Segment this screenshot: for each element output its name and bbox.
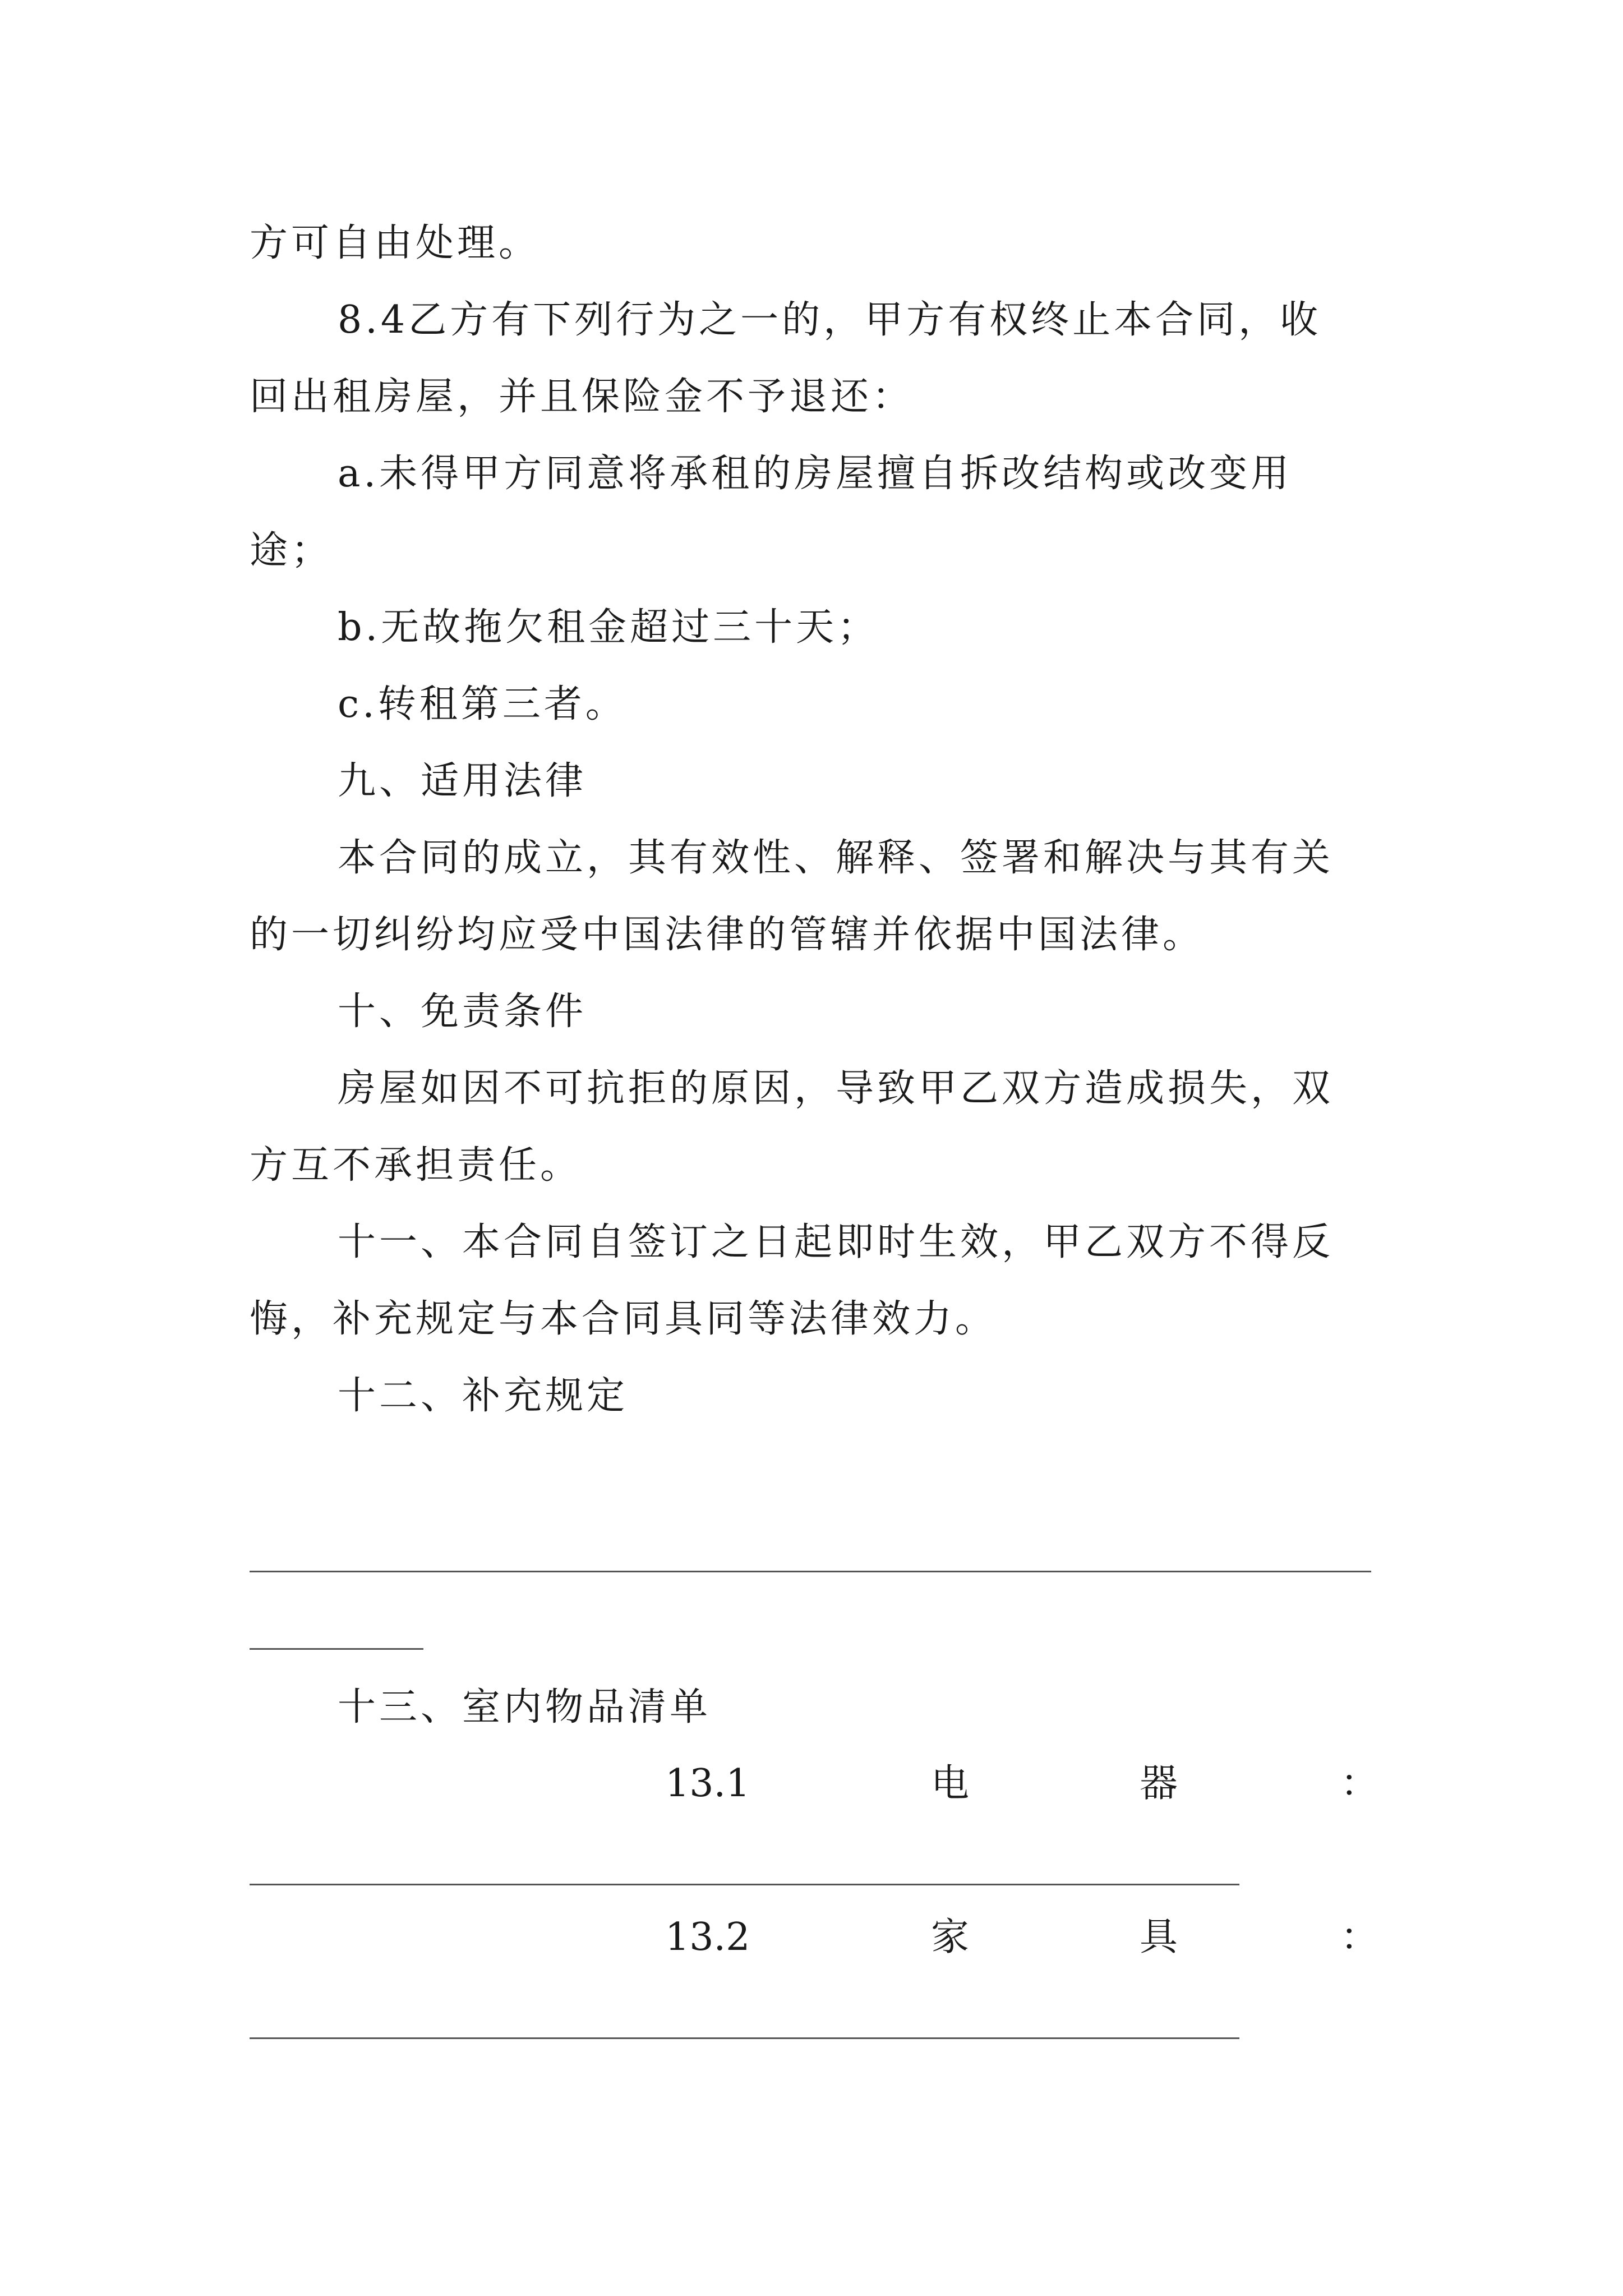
paragraph-line: 回出租房屋，并且保险金不予退还：	[250, 375, 914, 419]
item-label-char: 电	[931, 1761, 970, 1806]
paragraph-line: 方可自由处理。	[250, 221, 541, 265]
fill-in-line	[250, 1648, 423, 1650]
fill-in-line	[250, 1571, 1371, 1572]
paragraph-line: a.未得甲方同意将承租的房屋擅自拆改结构或改变用	[338, 452, 1293, 496]
fill-in-line	[250, 1884, 1239, 1885]
paragraph-line: 方互不承担责任。	[250, 1143, 582, 1188]
section-heading: 十二、补充规定	[338, 1374, 629, 1418]
item-number: 13.2	[665, 1915, 750, 1959]
paragraph-line: 途；	[250, 528, 333, 573]
section-heading: 九、适用法律	[338, 759, 587, 803]
item-number: 13.1	[665, 1761, 750, 1806]
paragraph-line: 房屋如因不可抗拒的原因，导致甲乙双方造成损失，双	[338, 1066, 1334, 1111]
paragraph-line: c.转租第三者。	[338, 682, 627, 726]
section-heading: 十、免责条件	[338, 990, 587, 1034]
fill-in-line	[250, 2037, 1239, 2039]
item-label-char: 具	[1140, 1915, 1178, 1959]
section-heading: 十三、室内物品清单	[338, 1685, 712, 1729]
paragraph-line: 本合同的成立，其有效性、解释、签署和解决与其有关	[338, 836, 1334, 880]
item-label-char: 家	[931, 1915, 970, 1959]
paragraph-line: 的一切纠纷均应受中国法律的管辖并依据中国法律。	[250, 913, 1205, 957]
item-colon: ：	[1340, 1915, 1379, 1959]
item-colon: ：	[1340, 1761, 1379, 1806]
item-label-char: 器	[1140, 1761, 1178, 1806]
paragraph-line: 十一、本合同自签订之日起即时生效，甲乙双方不得反	[338, 1220, 1334, 1264]
paragraph-line: 8.4乙方有下列行为之一的，甲方有权终止本合同，收	[338, 298, 1322, 342]
paragraph-line: b.无故拖欠租金超过三十天；	[338, 605, 879, 650]
paragraph-line: 悔，补充规定与本合同具同等法律效力。	[250, 1297, 997, 1341]
